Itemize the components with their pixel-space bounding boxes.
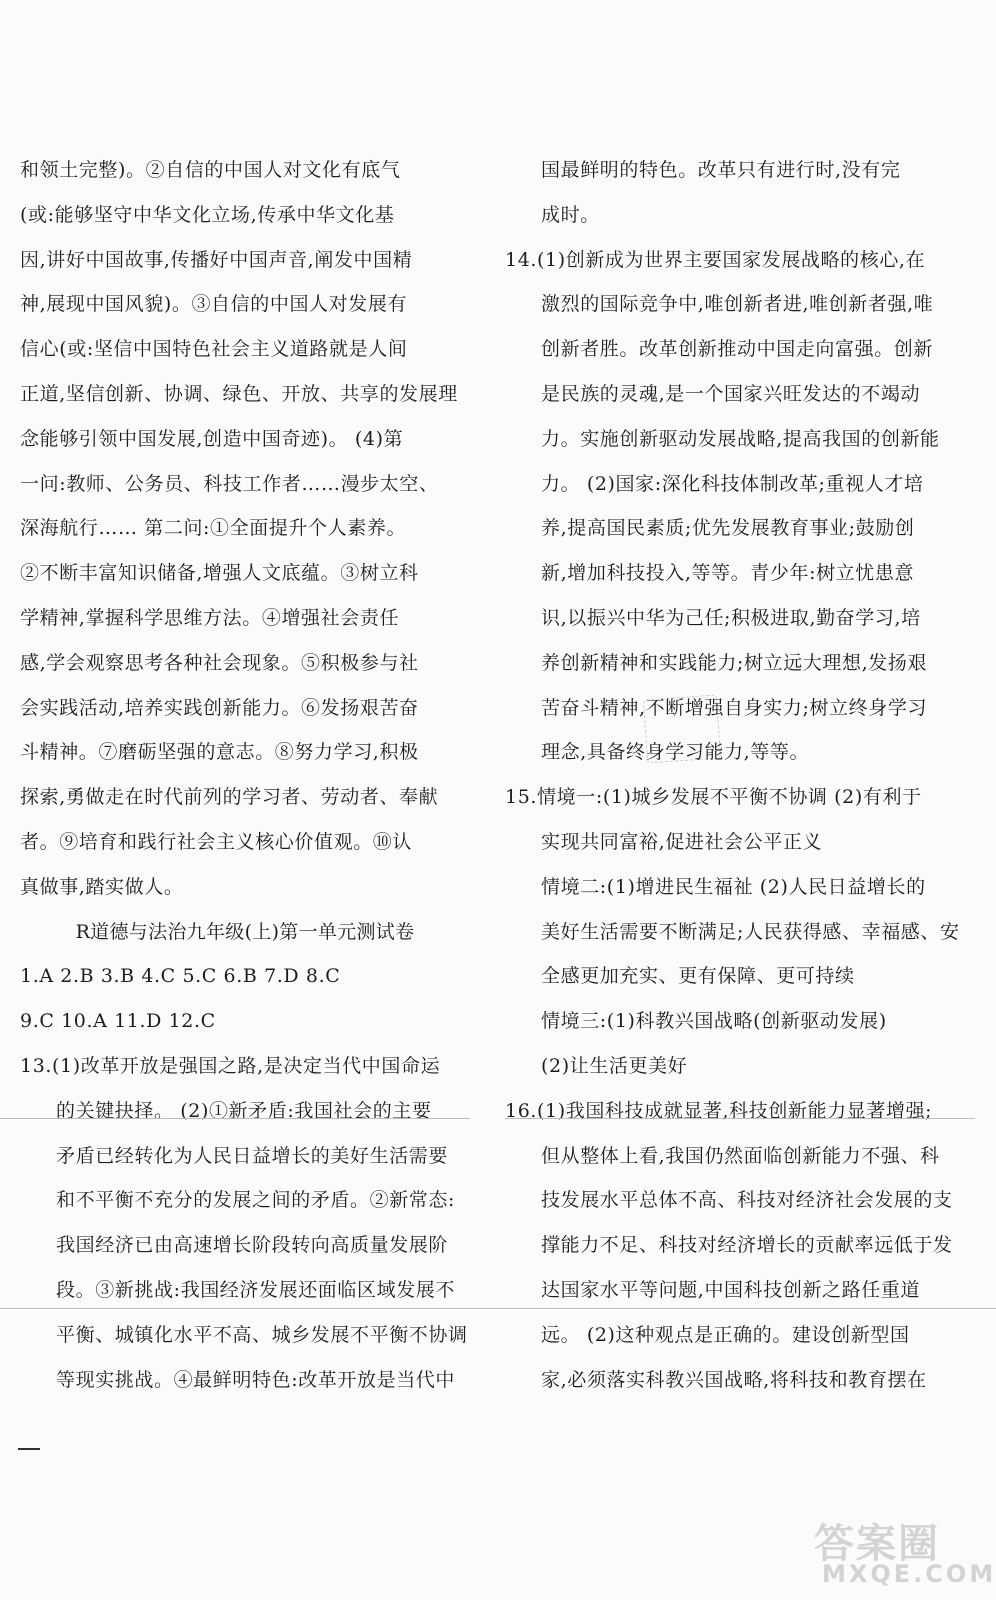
text-line: 国最鲜明的特色。改革只有进行时,没有完 (541, 159, 901, 181)
q14-line: 力。实施创新驱动发展战略,提高我国的创新能 (541, 427, 940, 450)
q15-line: 15.情境一:(1)城乡发展不平衡不协调 (2)有利于 (505, 786, 922, 809)
q14-line: 14.(1)创新成为世界主要国家发展战略的核心,在 (505, 248, 926, 271)
watermark-sub: MXQE.COM (822, 1560, 996, 1588)
answer-key-line: 9.C 10.A 11.D 12.C (20, 1010, 216, 1033)
q16-line: 但从整体上看,我国仍然面临创新能力不强、科 (541, 1144, 940, 1167)
q16-line: 技发展水平总体不高、科技对经济社会发展的支 (541, 1189, 953, 1212)
text-line: (或:能够坚守中华文化立场,传承中华文化基 (20, 203, 395, 226)
q14-line: 苦奋斗精神,不断增强自身实力;树立终身学习 (541, 696, 928, 719)
faint-stamp (643, 694, 721, 763)
q15-line: 全感更加充实、更有保障、更可持续 (541, 965, 855, 988)
q13-line: 和不平衡不充分的发展之间的矛盾。②新常态: (56, 1189, 456, 1212)
q13-line: 平衡、城镇化水平不高、城乡发展不平衡不协调 (56, 1323, 468, 1346)
q13-line: 段。③新挑战:我国经济发展还面临区域发展不 (56, 1278, 456, 1301)
q14-line: 养创新精神和实践能力;树立远大理想,发扬艰 (541, 651, 928, 674)
q13-line: 矛盾已经转化为人民日益增长的美好生活需要 (56, 1144, 449, 1167)
q16-line: 达国家水平等问题,中国科技创新之路任重道 (541, 1278, 921, 1301)
q13-line: 我国经济已由高速增长阶段转向高质量发展阶 (56, 1234, 449, 1257)
text-line: 真做事,踏实做人。 (20, 875, 184, 898)
text-line: 者。⑨培育和践行社会主义核心价值观。⑩认 (20, 830, 413, 853)
q16-line: 撑能力不足、科技对经济增长的贡献率远低于发 (541, 1234, 953, 1257)
scan-rule (0, 1118, 470, 1119)
q16-line: 16.(1)我国科技成就显著,科技创新能力显著增强; (505, 1099, 933, 1122)
q14-line: 激烈的国际竞争中,唯创新者进,唯创新者强,唯 (541, 293, 934, 316)
site-watermark (808, 1512, 996, 1590)
text-line: 因,讲好中国故事,传播好中国声音,阐发中国精 (20, 248, 413, 271)
q15-line: 实现共同富裕,促进社会公平正义 (541, 830, 823, 853)
q14-line: 创新者胜。改革创新推动中国走向富强。创新 (541, 338, 934, 361)
scan-rule (505, 1118, 975, 1119)
q16-line: 远。 (2)这种观点是正确的。建设创新型国 (541, 1323, 910, 1346)
q15-line: 情境二:(1)增进民生福祉 (2)人民日益增长的 (541, 875, 926, 898)
answer-key-line: 1.A 2.B 3.B 4.C 5.C 6.B 7.D 8.C (20, 965, 341, 988)
text-line: 一问:教师、公务员、科技工作者……漫步太空、 (20, 472, 439, 495)
text-line: ②不断丰富知识储备,增强人文底蕴。③树立科 (20, 562, 419, 585)
q14-line: 力。 (2)国家:深化科技体制改革;重视人才培 (541, 472, 924, 495)
text-line: 学精神,掌握科学思维方法。④增强社会责任 (20, 606, 400, 629)
text-line: 探索,勇做走在时代前列的学习者、劳动者、奉献 (20, 786, 439, 809)
q15-line: 情境三:(1)科教兴国战略(创新驱动发展) (541, 1010, 887, 1033)
q13-line: 的关键抉择。 (2)①新矛盾:我国社会的主要 (56, 1099, 432, 1122)
q14-line: 识,以振兴中华为己任;积极进取,勤奋学习,培 (541, 606, 921, 629)
text-line: 会实践活动,培养实践创新能力。⑥发扬艰苦奋 (20, 696, 419, 719)
text-line: 成时。 (541, 203, 600, 226)
section-title: R道德与法治九年级(上)第一单元测试卷 (75, 920, 415, 943)
text-line: 斗精神。⑦磨砺坚强的意志。⑧努力学习,积极 (20, 741, 419, 764)
text-line: 神,展现中国风貌)。③自信的中国人对发展有 (20, 293, 408, 316)
text-line: 念能够引领中国发展,创造中国奇迹)。 (4)第 (20, 427, 404, 450)
text-line: 感,学会观察思考各种社会现象。⑤积极参与社 (20, 651, 419, 674)
text-line: 正道,坚信创新、协调、绿色、开放、共享的发展理 (20, 382, 458, 405)
q16-line: 家,必须落实科教兴国战略,将科技和教育摆在 (541, 1368, 927, 1391)
q14-line: 养,提高国民素质;优先发展教育事业;鼓励创 (541, 517, 915, 540)
watermark-main: 答案圈 (814, 1521, 940, 1567)
text-line: 和领土完整)。②自信的中国人对文化有底气 (20, 159, 401, 181)
q15-line: (2)让生活更美好 (541, 1054, 688, 1077)
page-footer-mark (18, 1448, 40, 1450)
left-column (20, 148, 470, 1402)
right-column (505, 148, 975, 1402)
q13-line: 13.(1)改革开放是强国之路,是决定当代中国命运 (20, 1054, 441, 1077)
q14-line: 是民族的灵魂,是一个国家兴旺发达的不竭动 (541, 382, 921, 405)
q13-line: 等现实挑战。④最鲜明特色:改革开放是当代中 (56, 1368, 456, 1391)
text-line: 信心(或:坚信中国特色社会主义道路就是人间 (20, 338, 408, 361)
q15-line: 美好生活需要不断满足;人民获得感、幸福感、安 (541, 920, 960, 943)
q14-line: 新,增加科技投入,等等。青少年:树立忧患意 (541, 562, 915, 585)
scan-rule (0, 1308, 996, 1309)
text-line: 深海航行…… 第二问:①全面提升个人素养。 (20, 517, 407, 540)
q14-line: 理念,具备终身学习能力,等等。 (541, 741, 810, 764)
